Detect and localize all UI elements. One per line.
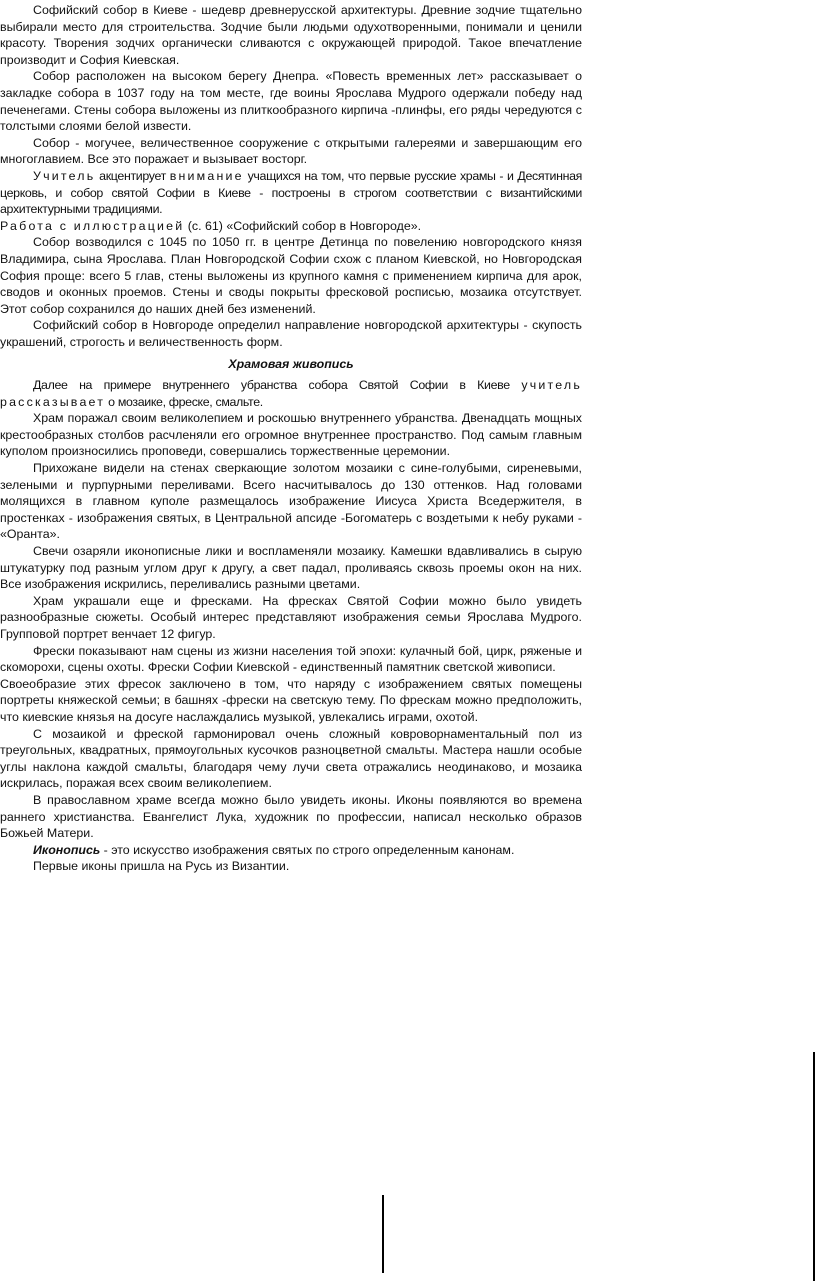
paragraph-decor-intro: [0, 377, 582, 410]
term-iconography: Иконопись: [33, 842, 101, 857]
spaced-term-teacher: Учитель: [33, 168, 96, 183]
paragraph-intro: Софийский собор в Киеве - шедевр древнерусской архитектуры. Древние зодчие тщательно выбирали место для строительства. Зодчие были людьми одухотворенными, понимали и ценили красоту. Творения зодчих органически сливаются с окружающей природой. Такое впечатление производит и София Киевская.: [0, 3, 582, 67]
paragraph-text: (с. 61) «Софийский собор в Новгороде».: [184, 218, 422, 233]
paragraph-text: Далее на примере внутреннего убранства собора Святой Софии в Киеве: [33, 378, 522, 393]
document-body: [0, 2, 582, 875]
section-heading: Храмовая живопись: [228, 357, 354, 372]
paragraph-illustration-task: [0, 218, 582, 235]
paragraph-text: акцентирует: [95, 168, 170, 183]
spaced-term-attention: внимание: [169, 168, 244, 183]
paragraph-fresco-scenes: Фрески показывают нам сцены из жизни населения той эпохи: кулачный бой, цирк, ряженые и скоморохи, сцены охоты. Фрески Софии Киевской - единственный памятник светской живописи.: [0, 643, 582, 675]
center-divider-line: [382, 1195, 384, 1273]
paragraph-byzantine: [0, 168, 582, 218]
paragraph-iconography: [0, 842, 582, 859]
paragraph-frescoes: Храм украшали еще и фресками. На фресках Святой Софии можно было увидеть разнообразные сюжеты. Особый интерес представляют изображения семьи Ярослава Мудрого. Групповой портрет венчает 12 фигур.: [0, 593, 582, 641]
paragraph-text: - это искусство изображения святых по строго определенным канонам.: [100, 842, 515, 857]
paragraph-location: Собор расположен на высоком берегу Днепра. «Повесть временных лет» рассказывает о закладке собора в 1037 году на том месте, где воины Ярослава Мудрого одержали победу над печенегами. Стены собора выложены из плиткообразного кирпича -плинфы, его ряды чередуются с толстыми слоями белой извести.: [0, 69, 582, 134]
paragraph-mosaics: Прихожане видели на стенах сверкающие золотом мозаики с сине-голубыми, сиреневыми, зелеными и пурпурными переливами. Всего насчитывалось до 130 оттенков. Над головами молящихся в главном куполе размещалось изображение Иисуса Христа Вседержителя, в простенках - изображения святых, в Центральной апсиде -Богоматерь с воздетыми к небу руками - «Оранта».: [0, 461, 582, 542]
margin-line-right: [813, 1052, 815, 1281]
spaced-term-teacher-tells: учитель рассказывает: [0, 378, 582, 409]
paragraph-novgorod: Собор возводился с 1045 по 1050 гг. в центре Детинца по повелению новгородского князя Владимира, сына Ярослава. План Новгородской Софии схож с планом Киевской, но Новгородская София проще: всего 5 глав, стены выложены из крупного камня с применением кирпича для арок, сводов и оконных проемов. Стены и своды покрыты фресковой росписью, мозаика отсутствует. Этот собор сохранился до наших дней без изменений.: [0, 235, 582, 316]
paragraph-novgorod-style: Софийский собор в Новгороде определил направление новгородской архитектуры - скупость украшений, строгость и величественность форм.: [0, 318, 582, 349]
paragraph-description: Собор - могучее, величественное сооружение с открытыми галереями и завершающим его многоглавием. Все это поражает и вызывает восторг.: [0, 135, 582, 167]
paragraph-icons: В православном храме всегда можно было увидеть иконы. Иконы появляются во времена раннего христианства. Евангелист Лука, художник по профессии, написал несколько образов Божьей Матери.: [0, 792, 582, 841]
paragraph-first-icons: Первые иконы пришла на Русь из Византии.: [33, 859, 290, 874]
spaced-term-work: Работа с иллюстрацией: [0, 218, 185, 233]
paragraph-text: учащихся на том, что первые русские храмы - и Десятинная церковь, и собор святой Софии в Киеве - построены в строгом соответствии с византийскими архитектурными традициями.: [0, 168, 583, 217]
paragraph-candles: Свечи озаряли иконописные лики и воспламеняли мозаику. Камешки вдавливались в сырую штукатурку под разным углом друг к другу, а свет падал, проливаясь сквозь проемы окон на них. Все изображения искрились, переливались разными цветами.: [0, 544, 582, 592]
paragraph-fresco-originality: Своеобразие этих фресок заключено в том, что наряду с изображением святых помещены портреты княжеской семьи; в башнях -фрески на светскую тему. По фрескам можно предположить, что киевские князья на досуге наслаждались музыкой, увлекались играми, охотой.: [0, 676, 582, 724]
paragraph-text: о мозаике, фреске, смальте.: [105, 394, 263, 409]
paragraph-floor: С мозаикой и фреской гармонировал очень сложный ковроворнаментальный пол из треугольных, квадратных, прямоугольных кусочков разноцветной смальты. Мастера нашли особые углы наклона каждой смальты, благодаря чему лучи света отражались неодинаково, и мозаика искрилась, поражая всех своим великолепием.: [0, 726, 582, 791]
paragraph-interior: Храм поражал своим великолепием и роскошью внутреннего убранства. Двенадцать мощных крестообразных столбов расчленяли его огромное внутреннее пространство. Под самым главным куполом произносились проповеди, совершались торжественные церемонии.: [0, 411, 582, 459]
